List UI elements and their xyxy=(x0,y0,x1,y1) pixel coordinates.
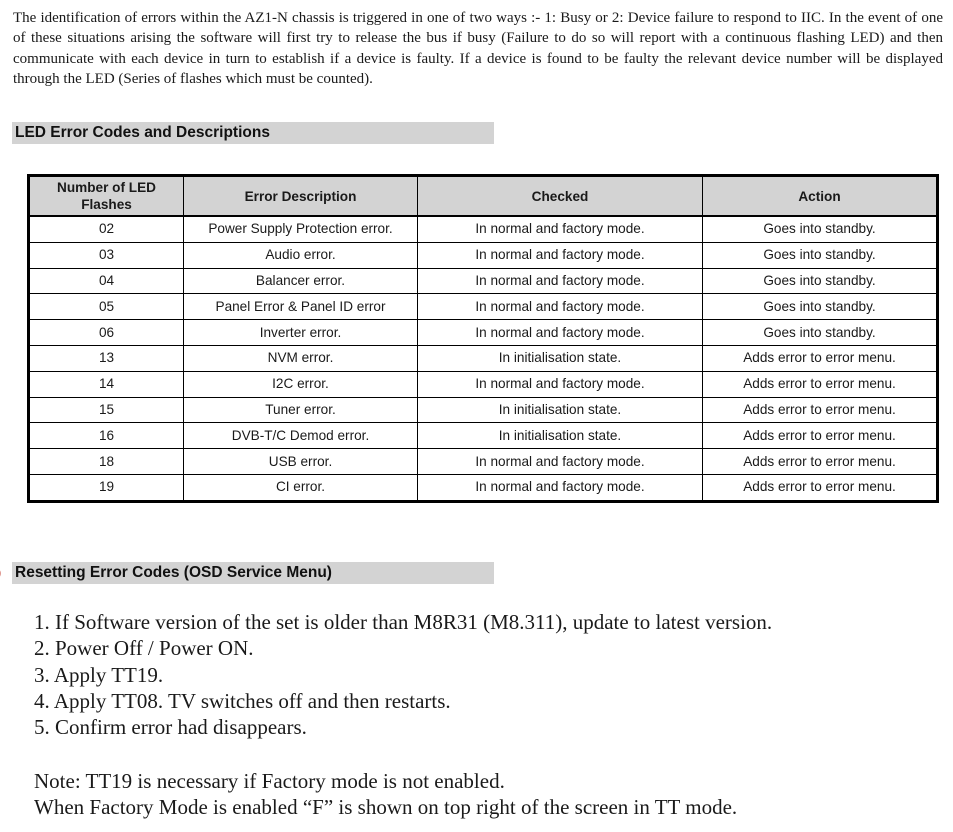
cell-description: Panel Error & Panel ID error xyxy=(184,294,418,320)
cell-flashes: 02 xyxy=(29,216,184,242)
intro-paragraph: The identification of errors within the AZ1-N chassis is triggered in one of two ways :- 1: Busy or 2: Device failure to respond to IIC. In the event of one of these situations arising the software will first try to release the bus if busy (Failure to do so will report with a continuous flashing LED) and then communicate with each device in turn to establish if a device is faulty. If a device is found to be faulty the relevant device number will be displayed through the LED (Series of flashes which must be counted). xyxy=(13,10,943,87)
list-item: 5. Confirm error had disappears. xyxy=(34,715,307,740)
cell-description: Balancer error. xyxy=(184,268,418,294)
cell-action: Adds error to error menu. xyxy=(703,397,938,423)
cell-action: Adds error to error menu. xyxy=(703,474,938,501)
cell-flashes: 16 xyxy=(29,423,184,449)
column-header-action: Action xyxy=(703,176,938,217)
cell-flashes: 14 xyxy=(29,371,184,397)
column-header-checked: Checked xyxy=(418,176,703,217)
cell-description: DVB-T/C Demod error. xyxy=(184,423,418,449)
table-body xyxy=(29,216,938,501)
table-row xyxy=(29,345,938,371)
note-block xyxy=(34,768,737,821)
note-line-2: When Factory Mode is enabled “F” is shown on top right of the screen in TT mode. xyxy=(34,795,738,820)
list-item: 2. Power Off / Power ON. xyxy=(34,636,254,661)
cell-action: Goes into standby. xyxy=(703,268,938,294)
led-error-codes-table xyxy=(27,174,939,503)
cell-flashes: 15 xyxy=(29,397,184,423)
column-header-flashes: Number of LED Flashes xyxy=(29,176,184,217)
table-row xyxy=(29,397,938,423)
cell-action: Adds error to error menu. xyxy=(703,449,938,475)
cell-description: USB error. xyxy=(184,449,418,475)
cell-flashes: 13 xyxy=(29,345,184,371)
table-row xyxy=(29,320,938,346)
table-row xyxy=(29,216,938,242)
table-header-row xyxy=(29,176,938,217)
table-row xyxy=(29,474,938,501)
table-row xyxy=(29,242,938,268)
cell-action: Goes into standby. xyxy=(703,216,938,242)
table-row xyxy=(29,294,938,320)
cell-flashes: 18 xyxy=(29,449,184,475)
cell-action: Adds error to error menu. xyxy=(703,371,938,397)
cell-checked: In normal and factory mode. xyxy=(418,216,703,242)
table-row xyxy=(29,268,938,294)
cell-description: Inverter error. xyxy=(184,320,418,346)
list-item: 4. Apply TT08. TV switches off and then restarts. xyxy=(34,688,451,713)
cell-checked: In normal and factory mode. xyxy=(418,268,703,294)
cell-description: NVM error. xyxy=(184,345,418,371)
section-heading-led-error-codes: LED Error Codes and Descriptions xyxy=(12,122,494,144)
cell-description: Tuner error. xyxy=(184,397,418,423)
cell-description: Audio error. xyxy=(184,242,418,268)
cell-flashes: 05 xyxy=(29,294,184,320)
cell-action: Adds error to error menu. xyxy=(703,423,938,449)
cell-checked: In initialisation state. xyxy=(418,423,703,449)
list-item: 1. If Software version of the set is older than M8R31 (M8.311), update to latest version. xyxy=(34,610,773,634)
table-row xyxy=(29,423,938,449)
column-header-description: Error Description xyxy=(184,176,418,217)
cell-checked: In normal and factory mode. xyxy=(418,474,703,501)
cell-description: I2C error. xyxy=(184,371,418,397)
cell-action: Goes into standby. xyxy=(703,242,938,268)
cell-checked: In normal and factory mode. xyxy=(418,242,703,268)
cell-flashes: 19 xyxy=(29,474,184,501)
cell-checked: In normal and factory mode. xyxy=(418,294,703,320)
cell-action: Adds error to error menu. xyxy=(703,345,938,371)
cell-checked: In normal and factory mode. xyxy=(418,371,703,397)
table-row xyxy=(29,449,938,475)
cell-action: Goes into standby. xyxy=(703,294,938,320)
cell-flashes: 06 xyxy=(29,320,184,346)
cell-checked: In normal and factory mode. xyxy=(418,320,703,346)
cell-description: CI error. xyxy=(184,474,418,501)
cell-checked: In normal and factory mode. xyxy=(418,449,703,475)
table-row xyxy=(29,371,938,397)
cell-flashes: 04 xyxy=(29,268,184,294)
list-item: 3. Apply TT19. xyxy=(34,662,164,687)
section-heading-resetting-error-codes: Resetting Error Codes (OSD Service Menu) xyxy=(12,562,494,584)
cell-checked: In initialisation state. xyxy=(418,345,703,371)
cell-action: Goes into standby. xyxy=(703,320,938,346)
cell-checked: In initialisation state. xyxy=(418,397,703,423)
cell-description: Power Supply Protection error. xyxy=(184,216,418,242)
note-line-1: Note: TT19 is necessary if Factory mode is not enabled. xyxy=(34,769,505,793)
cell-flashes: 03 xyxy=(29,242,184,268)
reset-steps-list xyxy=(34,609,772,740)
section-marker xyxy=(0,563,1,583)
